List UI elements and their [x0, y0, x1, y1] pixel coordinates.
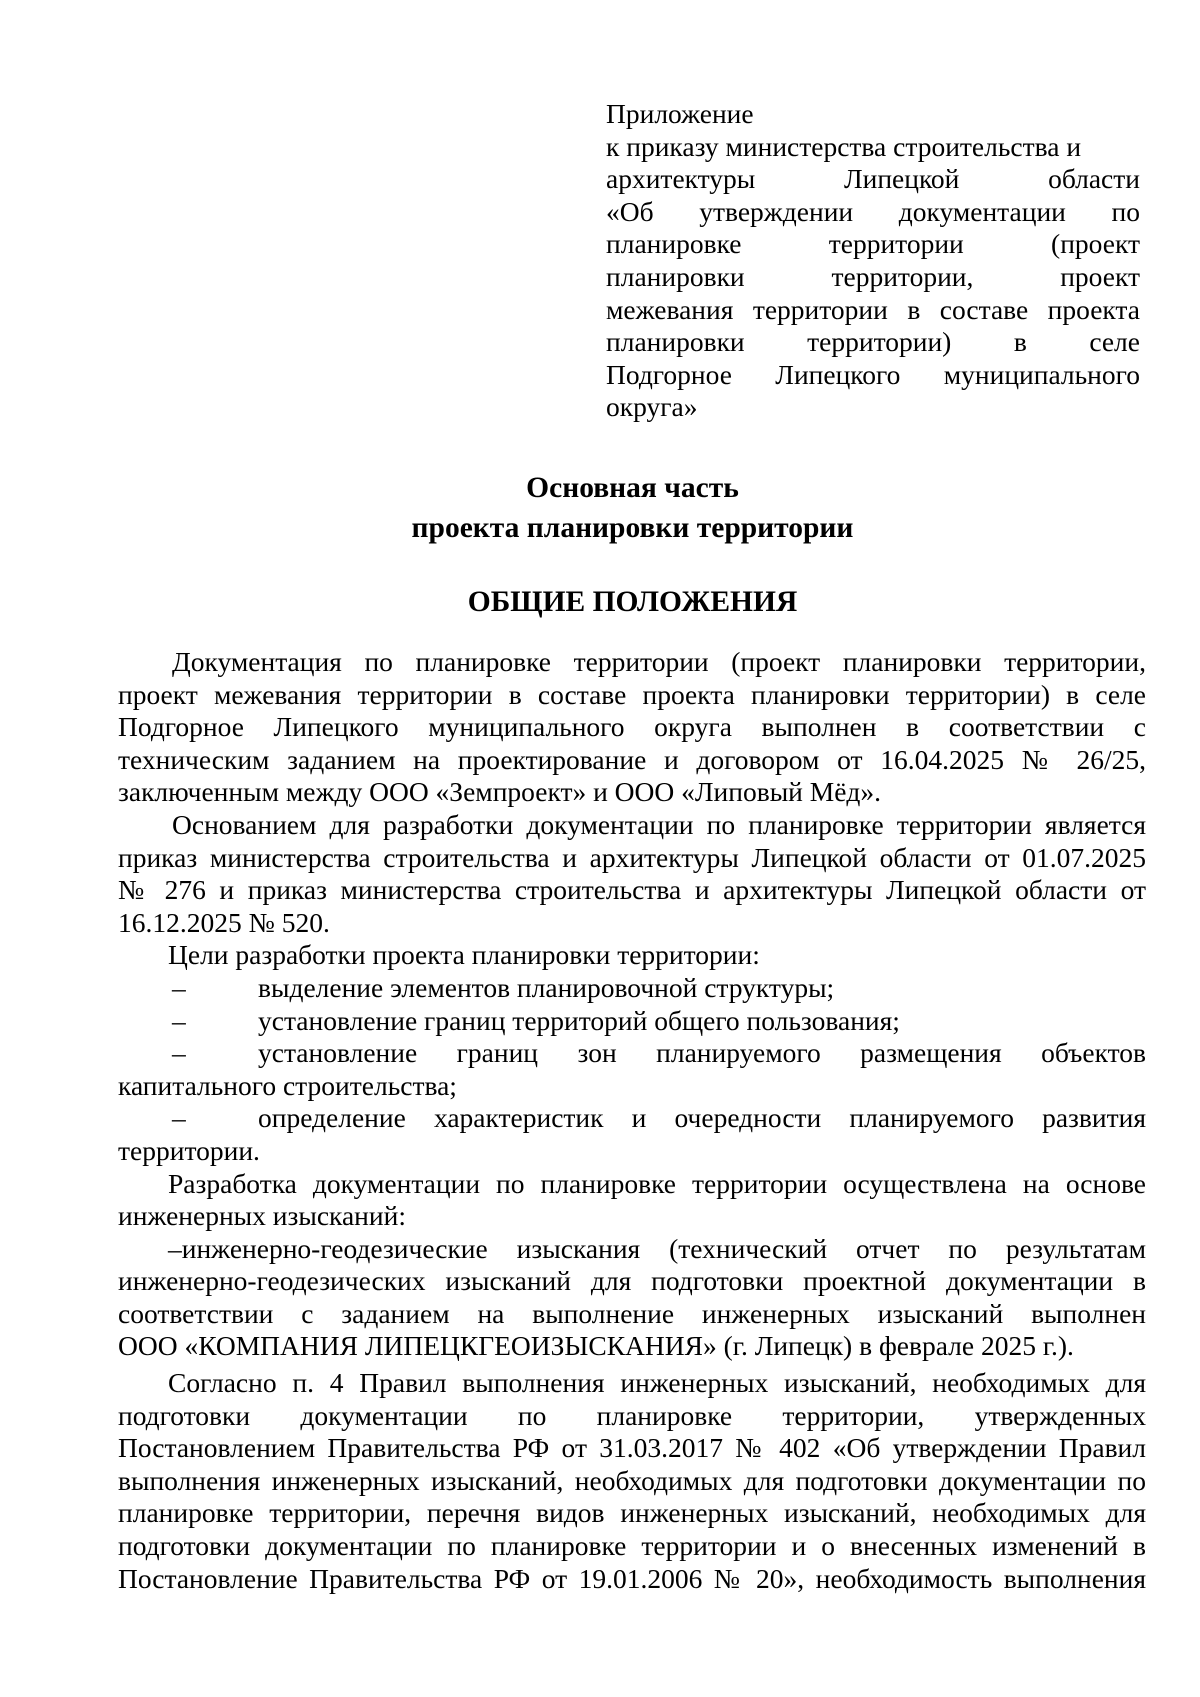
appendix-line: межевания территории в составе проекта	[606, 293, 1140, 325]
list-item-continuation: территории.	[118, 1134, 260, 1166]
appendix-note	[606, 98, 1140, 424]
goals-intro: Цели разработки проекта планировки территории:	[168, 939, 760, 971]
paragraph-line: техническим заданием на проектирование и договором от 16.04.2025 № 26/25,	[118, 743, 1146, 775]
paragraph-line: инженерно-геодезических изысканий для подготовки проектной документации в	[118, 1265, 1146, 1297]
appendix-line: «Об утверждении документации по	[606, 195, 1140, 227]
appendix-line: Приложение	[606, 98, 754, 129]
paragraph-line: инженерных изысканий:	[118, 1200, 406, 1232]
paragraph-line: соответствии с заданием на выполнение инженерных изысканий выполнен	[118, 1297, 1146, 1329]
paragraph-line: планировке территории, перечня видов инженерных изысканий, необходимых для	[118, 1497, 1146, 1529]
list-item	[118, 1005, 1146, 1038]
list-item	[118, 1102, 1146, 1135]
appendix-line: планировки территории, проект	[606, 260, 1140, 292]
list-item-text: определение характеристик и очередности планируемого развития	[258, 1102, 1146, 1134]
list-dash: –	[172, 1004, 186, 1036]
list-dash: –	[172, 971, 186, 1003]
list-dash: –	[172, 1037, 186, 1069]
paragraph-line: ООО «КОМПАНИЯ ЛИПЕЦКГЕОИЗЫСКАНИЯ» (г. Липецк) в феврале 2025 г.).	[118, 1330, 1074, 1362]
list-item-text: установление границ территорий общего пользования;	[258, 1004, 900, 1036]
list-item	[118, 1037, 1146, 1070]
paragraph-line: проект межевания территории в составе проекта планировки территории) в селе	[118, 678, 1146, 710]
paragraph-line: Документация по планировке территории (проект планировки территории,	[172, 646, 1146, 677]
appendix-line: планировке территории (проект	[606, 228, 1140, 260]
document-body	[118, 646, 1146, 1595]
document-title	[0, 468, 1200, 548]
list-item-continuation: капитального строительства;	[118, 1069, 457, 1101]
appendix-line: Подгорное Липецкого муниципального	[606, 358, 1140, 390]
paragraph-line: Разработка документации по планировке территории осуществлена на основе	[168, 1167, 1146, 1199]
paragraph-line: подготовки документации по планировке территории и о внесенных изменений в	[118, 1530, 1146, 1562]
list-item-text: установление границ зон планируемого размещения объектов	[258, 1037, 1146, 1069]
list-dash: –	[172, 1102, 186, 1134]
paragraph-line: Постановление Правительства РФ от 19.01.2006 № 20», необходимость выполнения	[118, 1562, 1146, 1594]
paragraph-line: № 276 и приказ министерства строительства и архитектуры Липецкой области от	[118, 874, 1146, 906]
paragraph-line: заключенным между ООО «Земпроект» и ООО «Липовый Мёд».	[118, 776, 882, 808]
paragraph-line: подготовки документации по планировке территории, утвержденных	[118, 1399, 1146, 1431]
section-heading: ОБЩИЕ ПОЛОЖЕНИЯ	[467, 586, 798, 618]
paragraph-line: Согласно п. 4 Правил выполнения инженерных изысканий, необходимых для	[168, 1367, 1146, 1399]
title-line-2: проекта планировки территории	[411, 512, 854, 544]
appendix-line: планировки территории) в селе	[606, 326, 1140, 358]
paragraph-line: –инженерно-геодезические изыскания (технический отчет по результатам	[168, 1232, 1146, 1264]
appendix-line: к приказу министерства строительства и	[606, 130, 1082, 162]
paragraph-line: 16.12.2025 № 520.	[118, 906, 330, 938]
appendix-line: архитектуры Липецкой области	[606, 163, 1140, 195]
title-line-1: Основная часть	[526, 472, 739, 504]
paragraph-line: выполнения инженерных изысканий, необходимых для подготовки документации по	[118, 1464, 1146, 1496]
appendix-line: округа»	[606, 391, 698, 423]
paragraph-line: Постановлением Правительства РФ от 31.03.2017 № 402 «Об утверждении Правил	[118, 1432, 1146, 1464]
list-item	[118, 972, 1146, 1005]
paragraph-line: Подгорное Липецкого муниципального округа выполнен в соответствии с	[118, 711, 1146, 743]
list-item-text: выделение элементов планировочной структуры;	[258, 971, 835, 1003]
paragraph-line: приказ министерства строительства и архитектуры Липецкой области от 01.07.2025	[118, 841, 1146, 873]
paragraph-line: Основанием для разработки документации по планировке территории является	[172, 808, 1146, 840]
